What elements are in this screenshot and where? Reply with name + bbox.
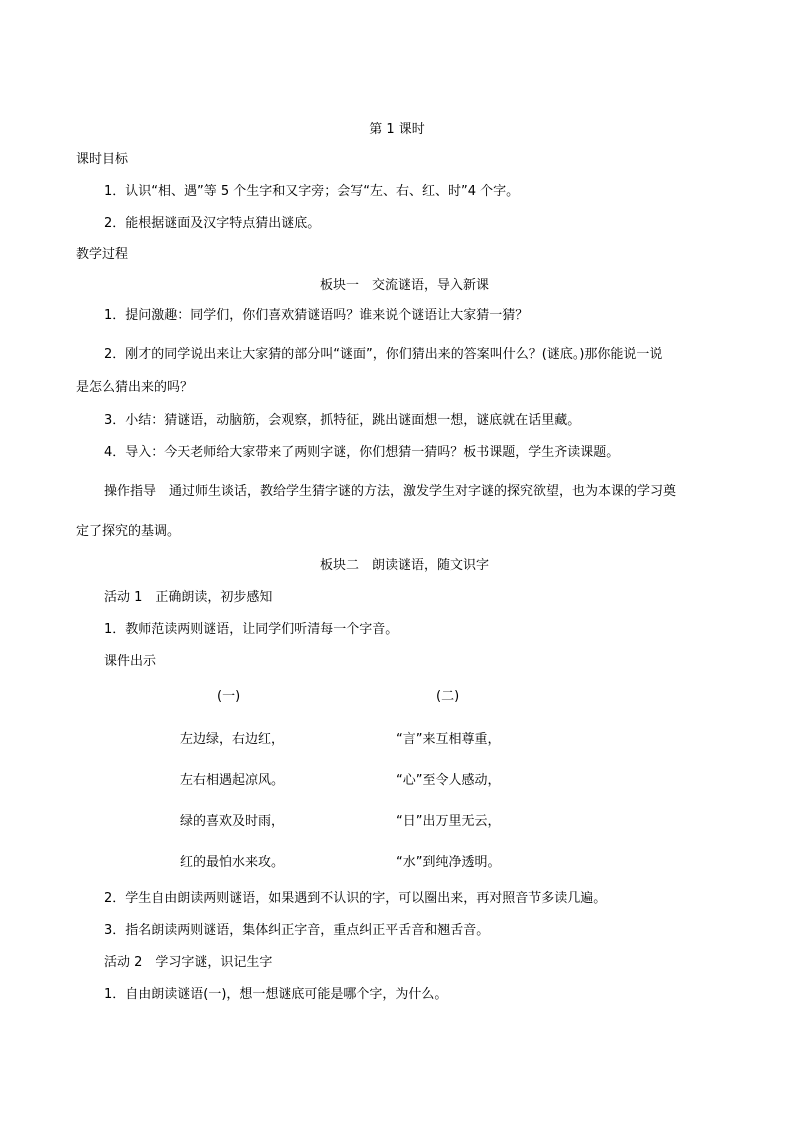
paragraph: 1．自由朗读谜语(一)，想一想谜底可能是哪个字，为什么。 [104, 987, 448, 1002]
riddle-line: “言”来互相尊重， [396, 732, 501, 747]
riddle-label: (二) [436, 689, 460, 704]
operation-guide: 操作指导 通过师生谈话，教给学生猜字谜的方法，激发学生对字谜的探究欲望，也为本课的学习奠 [104, 484, 677, 499]
riddle-line: “日”出万里无云， [396, 814, 501, 829]
paragraph: 1．提问激趣：同学们，你们喜欢猜谜语吗？谁来说个谜语让大家猜一猜？ [104, 308, 529, 323]
activity-heading: 活动 1 正确朗读，初步感知 [104, 590, 273, 605]
paragraph: 3．小结：猜谜语，动脑筋，会观察，抓特征，跳出谜面想一想，谜底就在话里藏。 [104, 413, 581, 428]
lesson-title: 第 1 课时 [369, 122, 425, 137]
paragraph: 2．刚才的同学说出来让大家猜的部分叫“谜面”，你们猜出来的答案叫什么？(谜底。)那你能说一说 [104, 347, 663, 362]
paragraph: 4．导入：今天老师给大家带来了两则字谜，你们想猜一猜吗？板书课题，学生齐读课题。 [104, 445, 620, 460]
riddle-line: 绿的喜欢及时雨， [180, 814, 285, 829]
courseware-label: 课件出示 [104, 654, 157, 669]
riddle-line: “水”到纯净透明。 [396, 855, 501, 870]
paragraph: 2．学生自由朗读两则谜语，如果遇到不认识的字，可以圈出来，再对照音节多读几遍。 [104, 891, 607, 906]
riddle-line: 左右相遇起凉风。 [180, 773, 285, 788]
riddle-line: 红的最怕水来攻。 [180, 855, 285, 870]
riddle-line: 左边绿，右边红， [180, 732, 285, 747]
riddle-label: (一) [217, 689, 241, 704]
riddle-line: “心”至令人感动， [396, 773, 501, 788]
activity-heading: 活动 2 学习字谜，识记生字 [104, 955, 273, 970]
paragraph: 是怎么猜出来的吗？ [76, 380, 194, 395]
section-title: 板块一 交流谜语，导入新课 [320, 278, 490, 293]
goal-item: 1．认识“相、遇”等 5 个生字和又字旁；会写“左、右、红、时”4 个字。 [104, 184, 520, 199]
goals-heading: 课时目标 [76, 152, 129, 167]
operation-guide: 定了探究的基调。 [76, 524, 181, 539]
paragraph: 3．指名朗读两则谜语，集体纠正字音，重点纠正平舌音和翘舌音。 [104, 923, 490, 938]
section-title: 板块二 朗读谜语，随文识字 [320, 558, 490, 573]
paragraph: 1．教师范读两则谜语，让同学们听清每一个字音。 [104, 622, 399, 637]
process-heading: 教学过程 [76, 247, 129, 262]
goal-item: 2．能根据谜面及汉字特点猜出谜底。 [104, 216, 321, 231]
